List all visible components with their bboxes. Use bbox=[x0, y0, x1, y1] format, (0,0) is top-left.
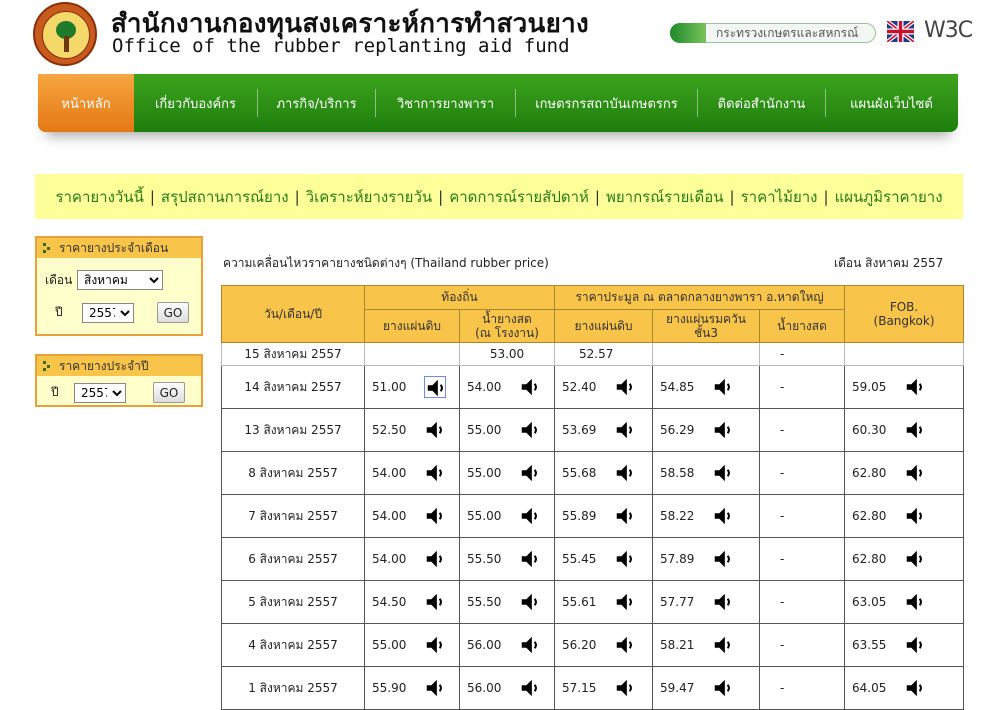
cell-local-sheet bbox=[365, 495, 460, 538]
header-local: ท้องถิ่น bbox=[365, 286, 555, 310]
speaker-icon[interactable] bbox=[712, 419, 734, 441]
cell-auction-smoked-value: 57.77 bbox=[660, 594, 695, 609]
cell-auction-latex: - bbox=[760, 343, 845, 366]
header-auction-sheet: ยางแผ่นดิบ bbox=[555, 310, 653, 343]
link-situation-summary[interactable]: สรุปสถานการณ์ยาง bbox=[160, 187, 289, 206]
cell-local-latex bbox=[460, 581, 555, 624]
ministry-link[interactable] bbox=[670, 23, 876, 43]
cell-fob-value: 60.30 bbox=[852, 422, 887, 437]
rubber-price-table bbox=[221, 285, 964, 710]
bullet-icon bbox=[43, 243, 53, 253]
speaker-icon[interactable] bbox=[614, 419, 636, 441]
cell-local-sheet-value: 54.00 bbox=[372, 465, 407, 480]
cell-fob bbox=[845, 366, 964, 409]
yearly-price-box bbox=[35, 354, 203, 407]
cell-auction-latex: - bbox=[760, 409, 845, 452]
cell-fob-value: 63.55 bbox=[852, 637, 887, 652]
speaker-icon[interactable] bbox=[712, 677, 734, 699]
cell-auction-latex: - bbox=[760, 452, 845, 495]
speaker-icon[interactable] bbox=[424, 677, 446, 699]
link-price-chart[interactable]: แผนภูมิราคายาง bbox=[834, 187, 943, 206]
cell-auction-smoked-value: 59.47 bbox=[660, 680, 695, 695]
cell-auction-sheet-value: 55.45 bbox=[562, 551, 597, 566]
link-today-price[interactable]: ราคายางวันนี้ bbox=[55, 187, 144, 206]
speaker-icon[interactable] bbox=[904, 634, 926, 656]
nav-services[interactable]: ภารกิจ/บริการ bbox=[276, 96, 357, 112]
header-local-sheet: ยางแผ่นดิบ bbox=[365, 310, 460, 343]
cell-local-sheet bbox=[365, 667, 460, 710]
cell-local-sheet bbox=[365, 452, 460, 495]
cell-local-latex bbox=[460, 538, 555, 581]
cell-fob bbox=[845, 409, 964, 452]
cell-auction-sheet bbox=[555, 538, 653, 581]
cell-fob bbox=[845, 667, 964, 710]
speaker-icon[interactable] bbox=[519, 634, 541, 656]
cell-fob bbox=[845, 452, 964, 495]
cell-local-latex bbox=[460, 409, 555, 452]
nav-contact[interactable]: ติดต่อสำนักงาน bbox=[717, 96, 806, 112]
speaker-icon[interactable] bbox=[614, 634, 636, 656]
cell-fob-value: 62.80 bbox=[852, 508, 887, 523]
site-title-thai: สำนักงานกองทุนสงเคราะห์การทำสวนยาง bbox=[111, 9, 590, 39]
speaker-icon[interactable] bbox=[904, 419, 926, 441]
cell-auction-sheet-value: 55.89 bbox=[562, 508, 597, 523]
table-row-latest bbox=[222, 343, 964, 366]
cell-auction-sheet-value: 52.40 bbox=[562, 379, 597, 394]
monthly-box-title: ราคายางประจำเดือน bbox=[59, 240, 169, 255]
cell-auction-smoked-value: 54.85 bbox=[660, 379, 695, 394]
table-row bbox=[222, 538, 964, 581]
year-label: ปี bbox=[55, 305, 63, 319]
speaker-icon[interactable] bbox=[614, 505, 636, 527]
cell-auction-sheet bbox=[555, 667, 653, 710]
cell-auction-smoked-value: 58.22 bbox=[660, 508, 695, 523]
cell-auction-smoked-value: 58.21 bbox=[660, 637, 695, 652]
price-links-bar bbox=[35, 174, 963, 219]
speaker-icon[interactable] bbox=[614, 376, 636, 398]
logo-emblem bbox=[42, 11, 90, 59]
speaker-icon[interactable] bbox=[424, 505, 446, 527]
yearly-box-header bbox=[37, 356, 201, 376]
cell-date: 5 สิงหาคม 2557 bbox=[222, 581, 365, 624]
cell-date: 14 สิงหาคม 2557 bbox=[222, 366, 365, 409]
table-row bbox=[222, 624, 964, 667]
speaker-icon[interactable] bbox=[614, 591, 636, 613]
link-daily-analysis[interactable]: วิเคราะห์ยางรายวัน bbox=[305, 187, 433, 206]
speaker-icon[interactable] bbox=[614, 548, 636, 570]
link-weekly-forecast[interactable]: คาดการณ์รายสัปดาห์ bbox=[449, 187, 589, 206]
cell-date: 13 สิงหาคม 2557 bbox=[222, 409, 365, 452]
cell-local-latex-value: 56.00 bbox=[467, 637, 502, 652]
nav-home[interactable]: หน้าหลัก bbox=[38, 74, 134, 132]
cell-fob bbox=[845, 581, 964, 624]
cell-local-latex bbox=[460, 624, 555, 667]
cell-fob bbox=[845, 495, 964, 538]
speaker-icon[interactable] bbox=[424, 419, 446, 441]
cell-auction-sheet bbox=[555, 495, 653, 538]
cell-local-sheet-value: 54.00 bbox=[372, 551, 407, 566]
table-row bbox=[222, 452, 964, 495]
speaker-icon[interactable] bbox=[424, 376, 446, 398]
speaker-icon[interactable] bbox=[424, 591, 446, 613]
cell-local-sheet bbox=[365, 343, 460, 366]
tree-trunk bbox=[64, 36, 69, 52]
cell-auction-smoked bbox=[653, 624, 760, 667]
speaker-icon[interactable] bbox=[614, 462, 636, 484]
cell-date: 4 สิงหาคม 2557 bbox=[222, 624, 365, 667]
uk-flag-icon[interactable] bbox=[887, 21, 914, 42]
cell-auction-sheet bbox=[555, 581, 653, 624]
link-separator: | bbox=[294, 187, 300, 206]
cell-date: 15 สิงหาคม 2557 bbox=[222, 343, 365, 366]
link-separator: | bbox=[438, 187, 444, 206]
speaker-icon[interactable] bbox=[712, 548, 734, 570]
cell-local-latex bbox=[460, 667, 555, 710]
header-auction-smoked: ยางแผ่นรมควัน ชั้น3 bbox=[653, 310, 760, 343]
link-separator: | bbox=[149, 187, 155, 206]
cell-local-sheet-value: 55.00 bbox=[372, 637, 407, 652]
table-row bbox=[222, 495, 964, 538]
bullet-icon bbox=[43, 361, 53, 371]
cell-auction-sheet bbox=[555, 624, 653, 667]
yearly-box-title: ราคายางประจำปี bbox=[59, 358, 149, 373]
monthly-price-box bbox=[35, 236, 203, 336]
cell-local-sheet bbox=[365, 581, 460, 624]
cell-fob bbox=[845, 343, 964, 366]
year-label: ปี bbox=[51, 385, 59, 399]
cell-local-latex bbox=[460, 366, 555, 409]
price-table-caption: ความเคลื่อนไหวราคายางชนิดต่างๆ (Thailand rubber price) bbox=[223, 256, 549, 270]
main-navigation bbox=[38, 74, 958, 132]
cell-local-sheet bbox=[365, 366, 460, 409]
header-date: วัน/เดือน/ปี bbox=[222, 286, 365, 343]
cell-date: 7 สิงหาคม 2557 bbox=[222, 495, 365, 538]
nav-farmers[interactable]: เกษตรกรสถาบันเกษตรกร bbox=[535, 96, 678, 112]
cell-auction-smoked bbox=[653, 452, 760, 495]
cell-auction-smoked bbox=[653, 366, 760, 409]
speaker-icon[interactable] bbox=[614, 677, 636, 699]
cell-auction-latex: - bbox=[760, 667, 845, 710]
link-separator: | bbox=[823, 187, 829, 206]
cell-date: 6 สิงหาคม 2557 bbox=[222, 538, 365, 581]
link-separator: | bbox=[729, 187, 735, 206]
cell-auction-latex: - bbox=[760, 366, 845, 409]
w3c-badge[interactable]: W3C bbox=[924, 18, 973, 43]
ministry-leaf-icon bbox=[670, 23, 706, 43]
speaker-icon[interactable] bbox=[519, 462, 541, 484]
cell-auction-sheet-value: 55.68 bbox=[562, 465, 597, 480]
ministry-label: กระทรวงเกษตรและสหกรณ์ bbox=[716, 25, 859, 40]
speaker-icon[interactable] bbox=[712, 462, 734, 484]
year-select[interactable] bbox=[82, 303, 134, 323]
cell-local-sheet-value: 55.90 bbox=[372, 680, 407, 695]
cell-auction-smoked bbox=[653, 538, 760, 581]
cell-auction-sheet-value: 57.15 bbox=[562, 680, 597, 695]
header-local-latex: น้ำยางสด (ณ โรงงาน) bbox=[460, 310, 555, 343]
cell-fob-value: 62.80 bbox=[852, 551, 887, 566]
current-month-label: เดือน สิงหาคม 2557 bbox=[834, 256, 944, 270]
cell-auction-latex: - bbox=[760, 624, 845, 667]
nav-sitemap[interactable]: แผนผังเว็บไซต์ bbox=[850, 96, 933, 112]
table-row bbox=[222, 366, 964, 409]
cell-auction-smoked-value: 57.89 bbox=[660, 551, 695, 566]
cell-auction-latex: - bbox=[760, 581, 845, 624]
cell-fob-value: 59.05 bbox=[852, 379, 887, 394]
speaker-icon[interactable] bbox=[712, 376, 734, 398]
speaker-icon[interactable] bbox=[519, 419, 541, 441]
speaker-icon[interactable] bbox=[904, 505, 926, 527]
link-separator: | bbox=[594, 187, 600, 206]
month-select[interactable] bbox=[77, 270, 163, 290]
cell-auction-sheet bbox=[555, 366, 653, 409]
speaker-icon[interactable] bbox=[904, 548, 926, 570]
speaker-icon[interactable] bbox=[424, 462, 446, 484]
speaker-icon[interactable] bbox=[519, 376, 541, 398]
table-row bbox=[222, 667, 964, 710]
cell-local-latex-value: 56.00 bbox=[467, 680, 502, 695]
cell-auction-smoked-value: 58.58 bbox=[660, 465, 695, 480]
link-monthly-forecast[interactable]: พยากรณ์รายเดือน bbox=[605, 187, 724, 206]
month-label: เดือน bbox=[45, 272, 73, 287]
table-row bbox=[222, 409, 964, 452]
cell-local-sheet-value: 52.50 bbox=[372, 422, 407, 437]
header-auction-latex: น้ำยางสด bbox=[760, 310, 845, 343]
cell-fob bbox=[845, 538, 964, 581]
cell-auction-sheet-value: 53.69 bbox=[562, 422, 597, 437]
nav-rubber-academic[interactable]: วิชาการยางพารา bbox=[397, 96, 494, 112]
speaker-icon[interactable] bbox=[519, 591, 541, 613]
cell-local-latex: 53.00 bbox=[460, 343, 555, 366]
cell-local-latex-value: 55.00 bbox=[467, 422, 502, 437]
speaker-icon[interactable] bbox=[712, 591, 734, 613]
cell-date: 8 สิงหาคม 2557 bbox=[222, 452, 365, 495]
cell-local-sheet-value: 51.00 bbox=[372, 379, 407, 394]
organization-logo[interactable] bbox=[33, 2, 97, 66]
header-fob: FOB. (Bangkok) bbox=[845, 286, 964, 343]
yearly-go-button[interactable]: GO bbox=[153, 382, 185, 403]
speaker-icon[interactable] bbox=[904, 591, 926, 613]
monthly-go-button[interactable]: GO bbox=[157, 302, 189, 323]
cell-local-latex-value: 54.00 bbox=[467, 379, 502, 394]
cell-local-latex bbox=[460, 495, 555, 538]
cell-fob-value: 64.05 bbox=[852, 680, 887, 695]
cell-auction-sheet bbox=[555, 452, 653, 495]
table-row bbox=[222, 581, 964, 624]
cell-local-sheet-value: 54.50 bbox=[372, 594, 407, 609]
yearly-year-select[interactable] bbox=[74, 383, 126, 403]
cell-auction-smoked bbox=[653, 343, 760, 366]
speaker-icon[interactable] bbox=[904, 376, 926, 398]
nav-about[interactable]: เกี่ยวกับองค์กร bbox=[154, 96, 237, 112]
cell-local-sheet bbox=[365, 538, 460, 581]
cell-auction-latex: - bbox=[760, 495, 845, 538]
cell-local-sheet bbox=[365, 624, 460, 667]
cell-local-sheet-value: 54.00 bbox=[372, 508, 407, 523]
cell-auction-sheet: 52.57 bbox=[555, 343, 653, 366]
cell-auction-sheet-value: 56.20 bbox=[562, 637, 597, 652]
cell-fob-value: 63.05 bbox=[852, 594, 887, 609]
cell-local-latex-value: 55.00 bbox=[467, 465, 502, 480]
cell-fob-value: 62.80 bbox=[852, 465, 887, 480]
cell-fob bbox=[845, 624, 964, 667]
speaker-icon[interactable] bbox=[712, 505, 734, 527]
speaker-icon[interactable] bbox=[519, 548, 541, 570]
speaker-icon[interactable] bbox=[519, 677, 541, 699]
cell-auction-latex: - bbox=[760, 538, 845, 581]
speaker-icon[interactable] bbox=[904, 462, 926, 484]
cell-auction-smoked bbox=[653, 581, 760, 624]
cell-local-latex-value: 55.50 bbox=[467, 551, 502, 566]
speaker-icon[interactable] bbox=[712, 634, 734, 656]
cell-auction-smoked bbox=[653, 667, 760, 710]
speaker-icon[interactable] bbox=[519, 505, 541, 527]
cell-local-sheet bbox=[365, 409, 460, 452]
speaker-icon[interactable] bbox=[424, 634, 446, 656]
cell-local-latex-value: 55.50 bbox=[467, 594, 502, 609]
cell-date: 1 สิงหาคม 2557 bbox=[222, 667, 365, 710]
header-auction: ราคาประมูล ณ ตลาดกลางยางพารา อ.หาดใหญ่ bbox=[555, 286, 845, 310]
site-title-english: Office of the rubber replanting aid fund bbox=[112, 35, 570, 57]
monthly-box-header bbox=[37, 238, 201, 258]
cell-local-latex bbox=[460, 452, 555, 495]
cell-auction-smoked-value: 56.29 bbox=[660, 422, 695, 437]
speaker-icon[interactable] bbox=[904, 677, 926, 699]
speaker-icon[interactable] bbox=[424, 548, 446, 570]
cell-local-latex-value: 55.00 bbox=[467, 508, 502, 523]
link-rubberwood-price[interactable]: ราคาไม้ยาง bbox=[740, 187, 818, 206]
cell-auction-smoked bbox=[653, 495, 760, 538]
cell-auction-sheet-value: 55.61 bbox=[562, 594, 597, 609]
cell-auction-sheet bbox=[555, 409, 653, 452]
cell-auction-smoked bbox=[653, 409, 760, 452]
